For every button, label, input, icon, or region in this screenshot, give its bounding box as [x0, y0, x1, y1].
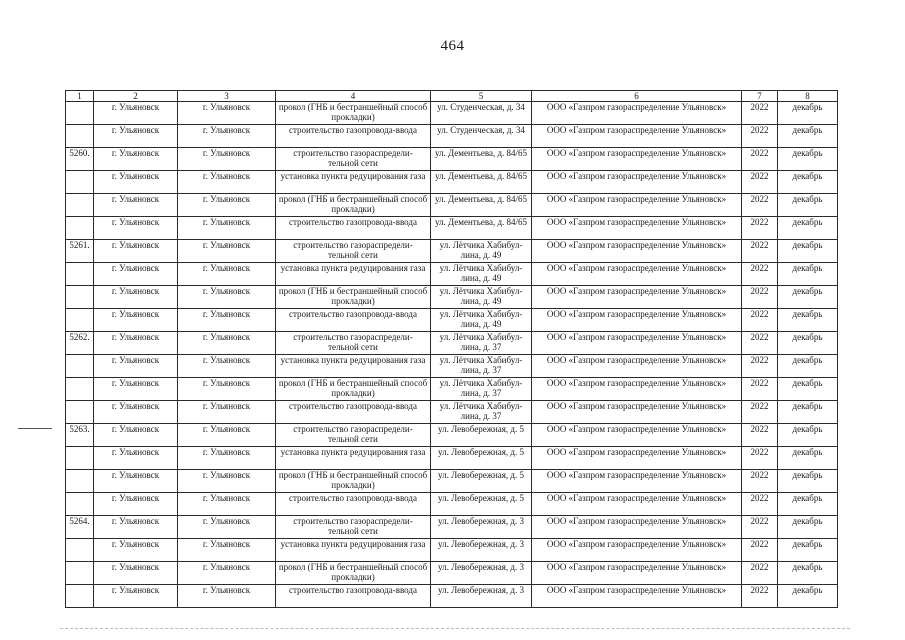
month-cell: декабрь — [778, 309, 838, 332]
year-cell: 2022 — [742, 309, 778, 332]
address-cell: ул. Лётчика Хабибул-лина, д. 37 — [431, 378, 532, 401]
address-cell: ул. Лётчика Хабибул-лина, д. 37 — [431, 332, 532, 355]
region-cell: г. Ульяновск — [94, 401, 178, 424]
region-cell: г. Ульяновск — [94, 585, 178, 608]
organization-cell: ООО «Газпром газораспределение Ульяновск» — [532, 171, 742, 194]
entry-number: 5261. — [66, 240, 94, 263]
work-type-cell: установка пункта редуцирования газа — [276, 539, 431, 562]
work-type-cell: строительство газопровода-ввода — [276, 585, 431, 608]
address-cell: ул. Лётчика Хабибул-лина, д. 49 — [431, 286, 532, 309]
table-row — [66, 447, 838, 470]
locality-cell: г. Ульяновск — [178, 493, 276, 516]
locality-cell: г. Ульяновск — [178, 240, 276, 263]
year-cell: 2022 — [742, 240, 778, 263]
region-cell: г. Ульяновск — [94, 424, 178, 447]
entry-number — [66, 378, 94, 401]
year-cell: 2022 — [742, 562, 778, 585]
entry-number — [66, 102, 94, 125]
address-cell: ул. Дементьева, д. 84/65 — [431, 148, 532, 171]
table-row — [66, 401, 838, 424]
year-cell: 2022 — [742, 217, 778, 240]
year-cell: 2022 — [742, 378, 778, 401]
table-row — [66, 171, 838, 194]
table-row — [66, 332, 838, 355]
entry-number — [66, 286, 94, 309]
year-cell: 2022 — [742, 171, 778, 194]
entry-number: 5263. — [66, 424, 94, 447]
entry-number — [66, 585, 94, 608]
locality-cell: г. Ульяновск — [178, 539, 276, 562]
locality-cell: г. Ульяновск — [178, 516, 276, 539]
organization-cell: ООО «Газпром газораспределение Ульяновск» — [532, 447, 742, 470]
year-cell: 2022 — [742, 539, 778, 562]
year-cell: 2022 — [742, 148, 778, 171]
region-cell: г. Ульяновск — [94, 217, 178, 240]
locality-cell: г. Ульяновск — [178, 585, 276, 608]
column-header: 6 — [532, 91, 742, 102]
region-cell: г. Ульяновск — [94, 286, 178, 309]
table-row — [66, 217, 838, 240]
region-cell: г. Ульяновск — [94, 539, 178, 562]
entry-number — [66, 194, 94, 217]
organization-cell: ООО «Газпром газораспределение Ульяновск» — [532, 148, 742, 171]
organization-cell: ООО «Газпром газораспределение Ульяновск» — [532, 401, 742, 424]
organization-cell: ООО «Газпром газораспределение Ульяновск» — [532, 539, 742, 562]
address-cell: ул. Левобережная, д. 3 — [431, 539, 532, 562]
organization-cell: ООО «Газпром газораспределение Ульяновск» — [532, 562, 742, 585]
month-cell: декабрь — [778, 585, 838, 608]
entry-number — [66, 217, 94, 240]
year-cell: 2022 — [742, 470, 778, 493]
organization-cell: ООО «Газпром газораспределение Ульяновск» — [532, 378, 742, 401]
year-cell: 2022 — [742, 424, 778, 447]
work-type-cell: установка пункта редуцирования газа — [276, 171, 431, 194]
work-type-cell: прокол (ГНБ и бестраншейный способ прокладки) — [276, 102, 431, 125]
address-cell: ул. Лётчика Хабибул-лина, д. 49 — [431, 309, 532, 332]
month-cell: декабрь — [778, 493, 838, 516]
organization-cell: ООО «Газпром газораспределение Ульяновск» — [532, 240, 742, 263]
address-cell: ул. Левобережная, д. 5 — [431, 447, 532, 470]
locality-cell: г. Ульяновск — [178, 171, 276, 194]
table-header-row — [66, 91, 838, 102]
entry-number — [66, 355, 94, 378]
works-table — [65, 90, 838, 608]
locality-cell: г. Ульяновск — [178, 447, 276, 470]
locality-cell: г. Ульяновск — [178, 332, 276, 355]
month-cell: декабрь — [778, 240, 838, 263]
entry-number: 5264. — [66, 516, 94, 539]
region-cell: г. Ульяновск — [94, 102, 178, 125]
year-cell: 2022 — [742, 194, 778, 217]
organization-cell: ООО «Газпром газораспределение Ульяновск» — [532, 263, 742, 286]
locality-cell: г. Ульяновск — [178, 378, 276, 401]
address-cell: ул. Студенческая, д. 34 — [431, 125, 532, 148]
locality-cell: г. Ульяновск — [178, 355, 276, 378]
column-header: 3 — [178, 91, 276, 102]
month-cell: декабрь — [778, 125, 838, 148]
address-cell: ул. Лётчика Хабибул-лина, д. 37 — [431, 401, 532, 424]
organization-cell: ООО «Газпром газораспределение Ульяновск» — [532, 194, 742, 217]
table-row — [66, 125, 838, 148]
address-cell: ул. Лётчика Хабибул-лина, д. 37 — [431, 355, 532, 378]
entry-number: 5260. — [66, 148, 94, 171]
month-cell: декабрь — [778, 102, 838, 125]
organization-cell: ООО «Газпром газораспределение Ульяновск» — [532, 585, 742, 608]
region-cell: г. Ульяновск — [94, 171, 178, 194]
year-cell: 2022 — [742, 447, 778, 470]
address-cell: ул. Левобережная, д. 5 — [431, 493, 532, 516]
work-type-cell: строительство газопровода-ввода — [276, 493, 431, 516]
table-row — [66, 424, 838, 447]
address-cell: ул. Дементьева, д. 84/65 — [431, 171, 532, 194]
region-cell: г. Ульяновск — [94, 378, 178, 401]
locality-cell: г. Ульяновск — [178, 286, 276, 309]
region-cell: г. Ульяновск — [94, 240, 178, 263]
entry-number — [66, 401, 94, 424]
locality-cell: г. Ульяновск — [178, 102, 276, 125]
year-cell: 2022 — [742, 401, 778, 424]
work-type-cell: установка пункта редуцирования газа — [276, 355, 431, 378]
year-cell: 2022 — [742, 355, 778, 378]
locality-cell: г. Ульяновск — [178, 263, 276, 286]
entry-number — [66, 125, 94, 148]
column-header: 8 — [778, 91, 838, 102]
organization-cell: ООО «Газпром газораспределение Ульяновск» — [532, 217, 742, 240]
work-type-cell: строительство газопровода-ввода — [276, 125, 431, 148]
table-row — [66, 240, 838, 263]
month-cell: декабрь — [778, 447, 838, 470]
work-type-cell: установка пункта редуцирования газа — [276, 447, 431, 470]
address-cell: ул. Левобережная, д. 3 — [431, 562, 532, 585]
organization-cell: ООО «Газпром газораспределение Ульяновск» — [532, 493, 742, 516]
organization-cell: ООО «Газпром газораспределение Ульяновск» — [532, 470, 742, 493]
address-cell: ул. Лётчика Хабибул-лина, д. 49 — [431, 263, 532, 286]
region-cell: г. Ульяновск — [94, 516, 178, 539]
work-type-cell: прокол (ГНБ и бестраншейный способ прокладки) — [276, 470, 431, 493]
table-row — [66, 585, 838, 608]
work-type-cell: строительство газораспредели-тельной сети — [276, 516, 431, 539]
locality-cell: г. Ульяновск — [178, 309, 276, 332]
month-cell: декабрь — [778, 217, 838, 240]
address-cell: ул. Левобережная, д. 3 — [431, 516, 532, 539]
organization-cell: ООО «Газпром газораспределение Ульяновск» — [532, 355, 742, 378]
month-cell: декабрь — [778, 263, 838, 286]
scan-edge-line — [60, 628, 850, 629]
month-cell: декабрь — [778, 148, 838, 171]
month-cell: декабрь — [778, 470, 838, 493]
column-header: 4 — [276, 91, 431, 102]
entry-number — [66, 562, 94, 585]
work-type-cell: прокол (ГНБ и бестраншейный способ прокладки) — [276, 562, 431, 585]
column-header: 2 — [94, 91, 178, 102]
month-cell: декабрь — [778, 332, 838, 355]
locality-cell: г. Ульяновск — [178, 194, 276, 217]
region-cell: г. Ульяновск — [94, 562, 178, 585]
work-type-cell: строительство газораспредели-тельной сети — [276, 240, 431, 263]
month-cell: декабрь — [778, 401, 838, 424]
organization-cell: ООО «Газпром газораспределение Ульяновск» — [532, 309, 742, 332]
year-cell: 2022 — [742, 263, 778, 286]
table-row — [66, 286, 838, 309]
entry-number — [66, 447, 94, 470]
work-type-cell: строительство газопровода-ввода — [276, 217, 431, 240]
table-row — [66, 470, 838, 493]
address-cell: ул. Левобережная, д. 5 — [431, 470, 532, 493]
column-header: 7 — [742, 91, 778, 102]
entry-number — [66, 493, 94, 516]
organization-cell: ООО «Газпром газораспределение Ульяновск» — [532, 424, 742, 447]
year-cell: 2022 — [742, 516, 778, 539]
entry-number: 5262. — [66, 332, 94, 355]
year-cell: 2022 — [742, 125, 778, 148]
month-cell: декабрь — [778, 539, 838, 562]
work-type-cell: строительство газопровода-ввода — [276, 401, 431, 424]
year-cell: 2022 — [742, 332, 778, 355]
locality-cell: г. Ульяновск — [178, 125, 276, 148]
organization-cell: ООО «Газпром газораспределение Ульяновск» — [532, 125, 742, 148]
address-cell: ул. Дементьева, д. 84/65 — [431, 194, 532, 217]
region-cell: г. Ульяновск — [94, 447, 178, 470]
table-row — [66, 148, 838, 171]
table-row — [66, 516, 838, 539]
region-cell: г. Ульяновск — [94, 194, 178, 217]
month-cell: декабрь — [778, 378, 838, 401]
organization-cell: ООО «Газпром газораспределение Ульяновск» — [532, 286, 742, 309]
month-cell: декабрь — [778, 194, 838, 217]
entry-number — [66, 470, 94, 493]
entry-number — [66, 263, 94, 286]
work-type-cell: прокол (ГНБ и бестраншейный способ прокладки) — [276, 286, 431, 309]
month-cell: декабрь — [778, 562, 838, 585]
table-row — [66, 309, 838, 332]
year-cell: 2022 — [742, 102, 778, 125]
column-header: 1 — [66, 91, 94, 102]
address-cell: ул. Дементьева, д. 84/65 — [431, 217, 532, 240]
page-number: 464 — [440, 38, 465, 54]
region-cell: г. Ульяновск — [94, 125, 178, 148]
year-cell: 2022 — [742, 585, 778, 608]
work-type-cell: строительство газораспредели-тельной сети — [276, 424, 431, 447]
work-type-cell: прокол (ГНБ и бестраншейный способ прокладки) — [276, 378, 431, 401]
work-type-cell: установка пункта редуцирования газа — [276, 263, 431, 286]
region-cell: г. Ульяновск — [94, 309, 178, 332]
organization-cell: ООО «Газпром газораспределение Ульяновск» — [532, 102, 742, 125]
table-row — [66, 102, 838, 125]
locality-cell: г. Ульяновск — [178, 148, 276, 171]
region-cell: г. Ульяновск — [94, 263, 178, 286]
work-type-cell: прокол (ГНБ и бестраншейный способ прокладки) — [276, 194, 431, 217]
entry-number — [66, 309, 94, 332]
address-cell: ул. Лётчика Хабибул-лина, д. 49 — [431, 240, 532, 263]
organization-cell: ООО «Газпром газораспределение Ульяновск» — [532, 516, 742, 539]
table-row — [66, 263, 838, 286]
table-row — [66, 562, 838, 585]
month-cell: декабрь — [778, 286, 838, 309]
entry-number — [66, 171, 94, 194]
locality-cell: г. Ульяновск — [178, 401, 276, 424]
table-row — [66, 493, 838, 516]
table-row — [66, 539, 838, 562]
table-row — [66, 378, 838, 401]
work-type-cell: строительство газораспредели-тельной сети — [276, 148, 431, 171]
month-cell: декабрь — [778, 424, 838, 447]
locality-cell: г. Ульяновск — [178, 562, 276, 585]
locality-cell: г. Ульяновск — [178, 470, 276, 493]
locality-cell: г. Ульяновск — [178, 217, 276, 240]
entry-number — [66, 539, 94, 562]
column-header: 5 — [431, 91, 532, 102]
address-cell: ул. Студенческая, д. 34 — [431, 102, 532, 125]
address-cell: ул. Левобережная, д. 3 — [431, 585, 532, 608]
region-cell: г. Ульяновск — [94, 355, 178, 378]
work-type-cell: строительство газопровода-ввода — [276, 309, 431, 332]
region-cell: г. Ульяновск — [94, 332, 178, 355]
year-cell: 2022 — [742, 493, 778, 516]
region-cell: г. Ульяновск — [94, 470, 178, 493]
month-cell: декабрь — [778, 516, 838, 539]
table-row — [66, 355, 838, 378]
table-row — [66, 194, 838, 217]
locality-cell: г. Ульяновск — [178, 424, 276, 447]
work-type-cell: строительство газораспредели-тельной сети — [276, 332, 431, 355]
address-cell: ул. Левобережная, д. 5 — [431, 424, 532, 447]
organization-cell: ООО «Газпром газораспределение Ульяновск» — [532, 332, 742, 355]
region-cell: г. Ульяновск — [94, 493, 178, 516]
margin-mark — [18, 428, 52, 429]
year-cell: 2022 — [742, 286, 778, 309]
month-cell: декабрь — [778, 171, 838, 194]
month-cell: декабрь — [778, 355, 838, 378]
region-cell: г. Ульяновск — [94, 148, 178, 171]
